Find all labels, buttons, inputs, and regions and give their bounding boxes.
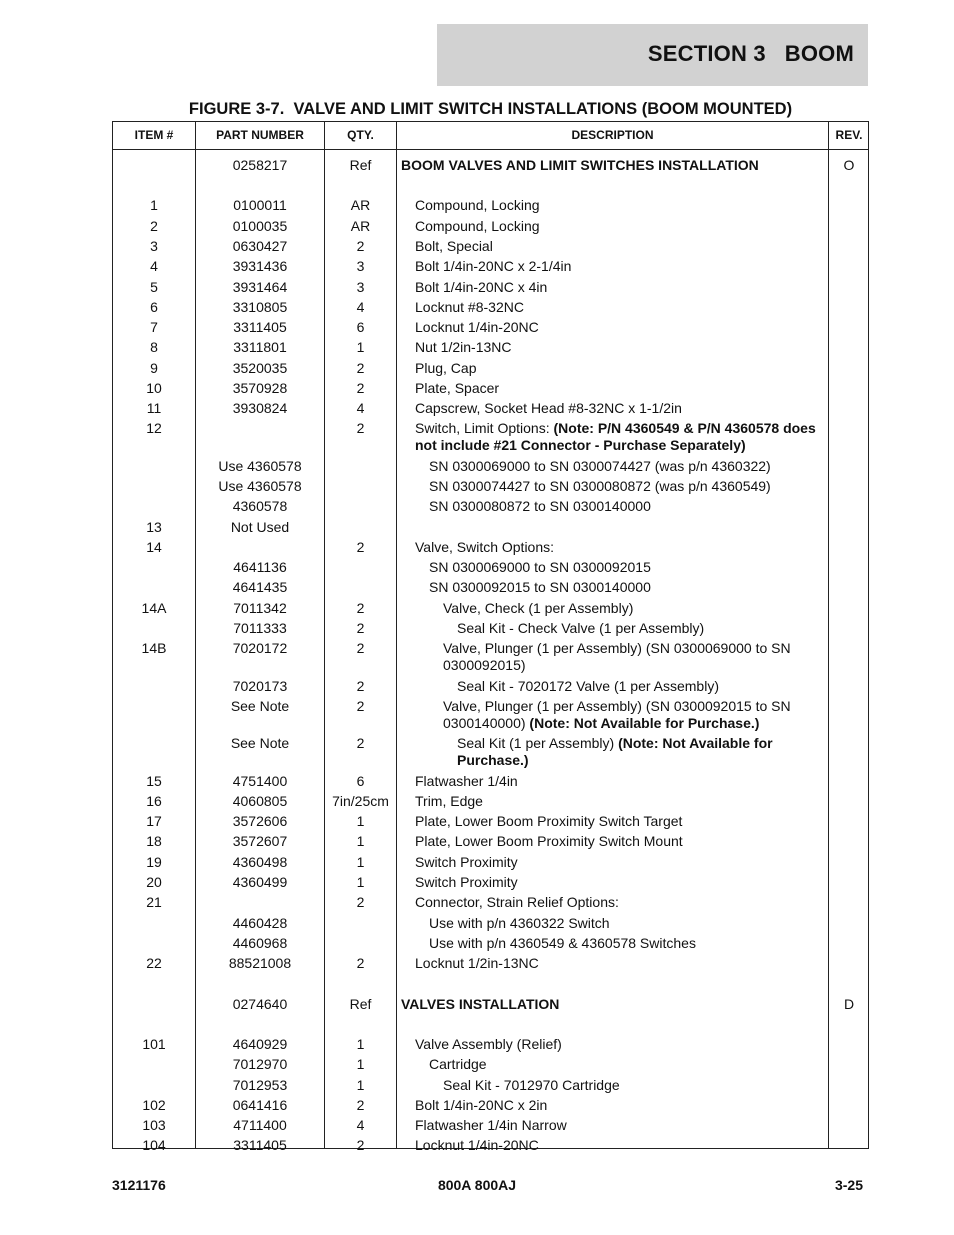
item-number: 4: [150, 258, 158, 274]
description-note: (Note: Not Available for Purchase.): [457, 735, 773, 768]
description: [443, 640, 825, 674]
description-text: Bolt 1/4in-20NC x 2in: [415, 1097, 548, 1113]
part-number: 7011342: [233, 600, 287, 616]
quantity: 2: [356, 894, 365, 910]
part-number: 88521008: [228, 955, 292, 971]
description: [415, 380, 825, 397]
item-number: 101: [142, 1036, 166, 1052]
item-number: 8: [150, 339, 158, 355]
part-number: 4640929: [232, 1036, 288, 1052]
description: [415, 400, 825, 417]
quantity: 2: [356, 640, 365, 656]
revision: O: [843, 157, 855, 173]
description-text: Plate, Lower Boom Proximity Switch Target: [415, 813, 683, 829]
header-description: DESCRIPTION: [571, 128, 654, 142]
description-text: Locknut 1/2in-13NC: [415, 955, 539, 971]
description: [457, 620, 825, 637]
quantity: 2: [356, 1097, 365, 1113]
description-text: Seal Kit - 7012970 Cartridge: [443, 1077, 620, 1093]
quantity: 6: [356, 773, 365, 789]
item-number: 14B: [141, 640, 167, 656]
quantity: 1: [356, 854, 365, 870]
part-number: 0258217: [232, 157, 288, 173]
item-number: 6: [150, 299, 158, 315]
quantity: 2: [356, 1137, 365, 1153]
description-text: Seal Kit (1 per Assembly): [457, 735, 619, 751]
part-number: 3311405: [233, 1137, 287, 1153]
header-rev: REV.: [835, 128, 863, 142]
description-text: Trim, Edge: [415, 793, 483, 809]
column-divider: [828, 122, 829, 1148]
item-number: 17: [146, 813, 162, 829]
description-text: Compound, Locking: [415, 218, 540, 234]
part-number: 3520035: [232, 360, 288, 376]
description: [415, 773, 825, 790]
description-text: Flatwasher 1/4in: [415, 773, 518, 789]
description: [415, 299, 825, 316]
item-number: 5: [150, 279, 158, 295]
revision: D: [843, 996, 855, 1012]
table-header: [113, 122, 868, 150]
description: [443, 698, 825, 732]
item-number: 13: [146, 519, 162, 535]
description-note: (Note: Not Available for Purchase.): [529, 715, 760, 731]
part-number: Use 4360578: [218, 478, 302, 494]
quantity: 2: [356, 238, 365, 254]
item-number: 16: [146, 793, 162, 809]
description-text: Use with p/n 4360549 & 4360578 Switches: [429, 935, 696, 951]
part-number: 7012953: [232, 1077, 288, 1093]
description-text: Bolt, Special: [415, 238, 493, 254]
description-text: SN 0300080872 to SN 0300140000: [429, 498, 651, 514]
description: [429, 458, 825, 475]
description-text: Bolt 1/4in-20NC x 2-1/4in: [415, 258, 572, 274]
description: [429, 579, 825, 596]
part-number: 3570928: [232, 380, 288, 396]
description-text: Connector, Strain Relief Options:: [415, 894, 619, 910]
item-number: 19: [146, 854, 162, 870]
quantity: 4: [356, 1117, 365, 1133]
quantity: 4: [356, 400, 365, 416]
part-number: 3311801: [233, 339, 287, 355]
part-number: 3311405: [233, 319, 287, 335]
part-number: 3572606: [232, 813, 288, 829]
description: [429, 915, 825, 932]
part-number: 0641416: [232, 1097, 288, 1113]
quantity: AR: [350, 218, 371, 234]
quantity: 1: [356, 813, 365, 829]
quantity: 2: [356, 955, 365, 971]
description: [415, 197, 825, 214]
description-text: Valve Assembly (Relief): [415, 1036, 562, 1052]
part-number: 4460428: [232, 915, 288, 931]
quantity: 2: [356, 420, 365, 436]
part-number: 4751400: [232, 773, 288, 789]
quantity: 3: [356, 258, 365, 274]
quantity: 4: [356, 299, 365, 315]
description: [415, 813, 825, 830]
part-number: 4360499: [232, 874, 288, 890]
column-divider: [396, 122, 397, 1148]
description: [415, 1036, 825, 1053]
description-text: Valve, Plunger (1 per Assembly) (SN 0300069000 to SN 0300092015): [443, 640, 791, 673]
part-number: 7020173: [232, 678, 288, 694]
description-text: Locknut 1/4in-20NC: [415, 319, 539, 335]
description: [415, 258, 825, 275]
description-text: SN 0300069000 to SN 0300074427 (was p/n 4360322): [429, 458, 771, 474]
item-number: 21: [146, 894, 162, 910]
description-text: Seal Kit - Check Valve (1 per Assembly): [457, 620, 705, 636]
description: [415, 894, 825, 911]
footer-model: 800A 800AJ: [437, 1177, 517, 1193]
item-number: 103: [142, 1117, 166, 1133]
part-number: 3310805: [232, 299, 288, 315]
description: [415, 360, 825, 377]
description: [415, 238, 825, 255]
quantity: 2: [356, 620, 365, 636]
description-note: (Note: P/N 4360549 & P/N 4360578 does not include #21 Connector - Purchase Separately): [415, 420, 816, 453]
part-number: Not Used: [230, 519, 290, 535]
part-number: 0274640: [232, 996, 288, 1012]
item-number: 7: [150, 319, 158, 335]
header-item: ITEM #: [134, 128, 174, 142]
item-number: 3: [150, 238, 158, 254]
description: [415, 279, 825, 296]
quantity: 7in/25cm: [332, 793, 389, 809]
part-number: 7012970: [232, 1056, 288, 1072]
description-text: Nut 1/2in-13NC: [415, 339, 512, 355]
section-header-box: [437, 24, 868, 86]
description-text: Locknut 1/4in-20NC: [415, 1137, 539, 1153]
part-number: See Note: [230, 735, 290, 751]
section-title: SECTION 3 BOOM: [647, 41, 854, 66]
description: [457, 678, 825, 695]
description: [415, 854, 825, 871]
description-text: Plug, Cap: [415, 360, 477, 376]
description-text: Switch, Limit Options:: [415, 420, 554, 436]
description-text: Switch Proximity: [415, 874, 518, 890]
description: [443, 600, 825, 617]
description: [429, 935, 825, 952]
quantity: 1: [356, 833, 365, 849]
description: [415, 420, 825, 454]
description-note: VALVES INSTALLATION: [401, 996, 560, 1012]
description-text: SN 0300069000 to SN 0300092015: [429, 559, 651, 575]
description: [429, 498, 825, 515]
part-number: 4460968: [232, 935, 288, 951]
part-number: 4060805: [232, 793, 288, 809]
part-number: 0630427: [232, 238, 288, 254]
item-number: 9: [150, 360, 158, 376]
header-part-number: PART NUMBER: [216, 128, 304, 142]
description-text: Bolt 1/4in-20NC x 4in: [415, 279, 548, 295]
description-text: Compound, Locking: [415, 197, 540, 213]
part-number: 3931436: [232, 258, 288, 274]
description: [415, 874, 825, 891]
quantity: 6: [356, 319, 365, 335]
quantity: 2: [356, 600, 365, 616]
description: [415, 793, 825, 810]
quantity: 1: [356, 1077, 365, 1093]
part-number: 4711400: [233, 1117, 287, 1133]
part-number: 3572607: [232, 833, 288, 849]
part-number: 0100035: [232, 218, 288, 234]
description-text: Capscrew, Socket Head #8-32NC x 1-1/2in: [415, 400, 682, 416]
item-number: 18: [146, 833, 162, 849]
description: [401, 996, 825, 1013]
part-number: 0100011: [233, 197, 287, 213]
quantity: 1: [356, 339, 365, 355]
quantity: 2: [356, 539, 365, 555]
description: [415, 1097, 825, 1114]
quantity: 1: [356, 874, 365, 890]
part-number: Use 4360578: [218, 458, 302, 474]
quantity: Ref: [349, 157, 372, 173]
footer-page-number: 3-25: [834, 1177, 863, 1193]
part-number: 3931464: [232, 279, 288, 295]
quantity: 2: [356, 380, 365, 396]
part-number: See Note: [230, 698, 290, 714]
item-number: 11: [146, 400, 162, 416]
item-number: 14A: [141, 600, 167, 616]
quantity: Ref: [349, 996, 372, 1012]
description: [415, 955, 825, 972]
description: [443, 1077, 825, 1094]
description: [415, 1137, 825, 1154]
description-text: Use with p/n 4360322 Switch: [429, 915, 610, 931]
item-number: 104: [142, 1137, 166, 1153]
description: [415, 539, 825, 556]
description-note: BOOM VALVES AND LIMIT SWITCHES INSTALLATION: [401, 157, 759, 173]
description: [429, 1056, 825, 1073]
description-text: Cartridge: [429, 1056, 487, 1072]
quantity: 1: [356, 1036, 365, 1052]
footer-doc-number: 3121176: [112, 1177, 166, 1193]
header-qty: QTY.: [347, 128, 374, 142]
part-number: 4360578: [232, 498, 288, 514]
quantity: 2: [356, 698, 365, 714]
description: [457, 735, 825, 769]
item-number: 1: [150, 197, 158, 213]
description: [415, 339, 825, 356]
part-number: 7020172: [232, 640, 288, 656]
part-number: 4641136: [233, 559, 287, 575]
description-text: SN 0300092015 to SN 0300140000: [429, 579, 651, 595]
item-number: 20: [146, 874, 162, 890]
description: [415, 1117, 825, 1134]
parts-table: [112, 121, 869, 1153]
description: [415, 218, 825, 235]
description-text: Seal Kit - 7020172 Valve (1 per Assembly): [457, 678, 719, 694]
description: [401, 157, 825, 174]
description-text: Locknut #8-32NC: [415, 299, 524, 315]
description: [429, 559, 825, 576]
quantity: 3: [356, 279, 365, 295]
quantity: 2: [356, 678, 365, 694]
description-text: Valve, Plunger (1 per Assembly) (SN 0300092015 to SN 0300140000): [443, 698, 791, 731]
quantity: AR: [350, 197, 371, 213]
item-number: 10: [146, 380, 162, 396]
description-text: Plate, Spacer: [415, 380, 500, 396]
quantity: 2: [356, 360, 365, 376]
description-text: Valve, Check (1 per Assembly): [443, 600, 634, 616]
item-number: 2: [150, 218, 158, 234]
item-number: 22: [146, 955, 162, 971]
description: [415, 833, 825, 850]
description: [415, 319, 825, 336]
description-text: Plate, Lower Boom Proximity Switch Mount: [415, 833, 683, 849]
item-number: 15: [146, 773, 162, 789]
part-number: 4360498: [232, 854, 288, 870]
item-number: 102: [142, 1097, 166, 1113]
description-text: SN 0300074427 to SN 0300080872 (was p/n 4360549): [429, 478, 771, 494]
quantity: 1: [356, 1056, 365, 1072]
part-number: 7011333: [233, 620, 287, 636]
item-number: 14: [146, 539, 162, 555]
figure-title: FIGURE 3-7. VALVE AND LIMIT SWITCH INSTALLATIONS (BOOM MOUNTED): [188, 100, 793, 118]
description-text: Valve, Switch Options:: [415, 539, 555, 555]
part-number: 4641435: [232, 579, 288, 595]
description-text: Switch Proximity: [415, 854, 518, 870]
quantity: 2: [356, 735, 365, 751]
description-text: Flatwasher 1/4in Narrow: [415, 1117, 567, 1133]
part-number: 3930824: [232, 400, 288, 416]
item-number: 12: [146, 420, 162, 436]
description: [429, 478, 825, 495]
